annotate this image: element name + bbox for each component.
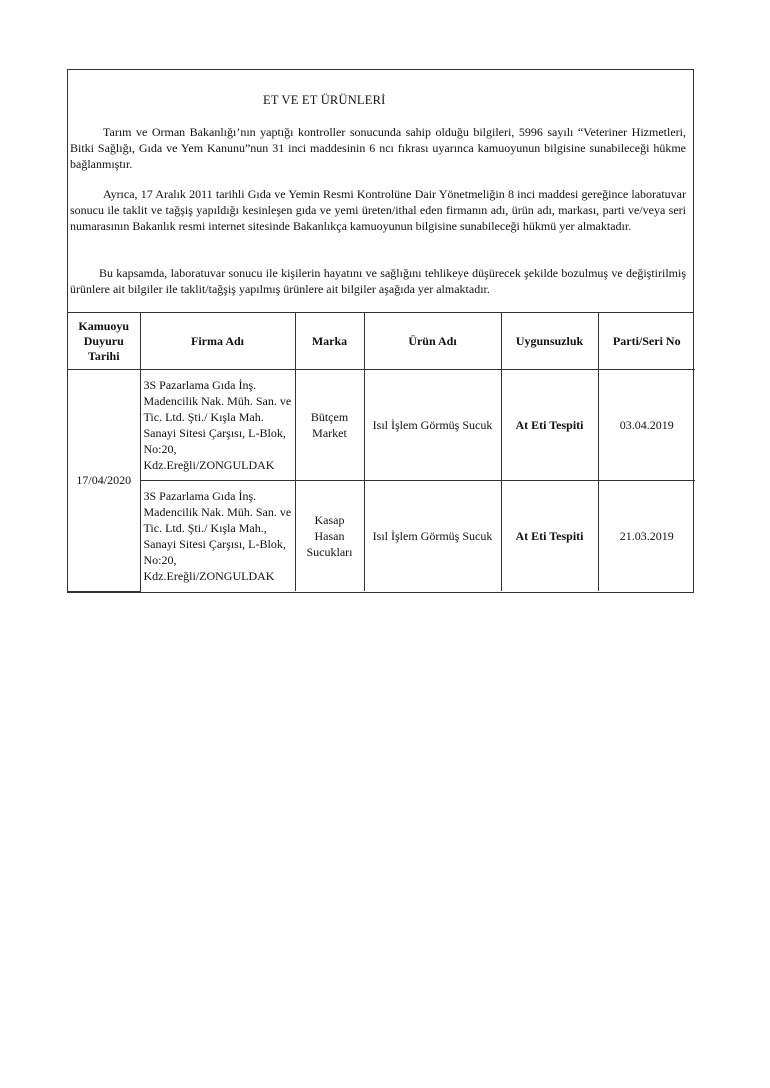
cell-brand: Kasap Hasan Sucukları	[295, 481, 364, 592]
cell-nonconformity: At Eti Tespiti	[501, 481, 598, 592]
table-header-row	[68, 313, 695, 370]
cell-brand: Bütçem Market	[295, 370, 364, 481]
paragraph-regulation: Ayrıca, 17 Aralık 2011 tarihli Gıda ve Yemin Resmi Kontrolüne Dair Yönetmeliğin 8 inci maddesi gereğince laboratuvar sonucu ile taklit ve tağşiş yapıldığı kesinleşen gıda ve yemi üreten/ithal eden firmanın adı, ürün adı, markası, parti ve/veya seri numarasının Bakanlık resmi internet sitesinde Bakanlıkça kamuoyunun bilgisine sunabileceği hükmü yer almaktadır.	[70, 187, 686, 233]
table-row	[68, 370, 695, 481]
cell-product: Isıl İşlem Görmüş Sucuk	[364, 370, 501, 481]
header-date: Kamuoyu Duyuru Tarihi	[68, 313, 140, 370]
header-nonconformity: Uygunsuzluk	[501, 313, 598, 370]
table-row	[68, 481, 695, 592]
cell-firm: 3S Pazarlama Gıda İnş. Madencilik Nak. Müh. San. ve Tic. Ltd. Şti./ Kışla Mah., Sanayi Sitesi Çarşısı, L-Blok, No:20, Kdz.Ereğli/ZONGULDAK	[140, 481, 295, 592]
paragraph-scope: Bu kapsamda, laboratuvar sonucu ile kişilerin hayatını ve sağlığını tehlikeye düşürecek şekilde bozulmuş ve değiştirilmiş ürünlere ait bilgiler ile taklit/tağşiş yapılmış ürünlere ait bilgiler aşağıda yer almaktadır.	[70, 266, 686, 296]
paragraph-legal-basis: Tarım ve Orman Bakanlığı’nın yaptığı kontroller sonucunda sahip olduğu bilgileri, 5996 sayılı “Veteriner Hizmetleri, Bitki Sağlığı, Gıda ve Yem Kanunu”nun 31 inci maddesinin 6 ncı fıkrası uyarınca kamuoyunun bilgisine sunabileceği hükme bağlanmıştır.	[70, 125, 686, 171]
cell-lot: 03.04.2019	[598, 370, 695, 481]
header-brand: Marka	[295, 313, 364, 370]
cell-firm: 3S Pazarlama Gıda İnş. Madencilik Nak. Müh. San. ve Tic. Ltd. Şti./ Kışla Mah. Sanayi Sitesi Çarşısı, L-Blok, No:20, Kdz.Ereğli/ZONGULDAK	[140, 370, 295, 481]
header-lot: Parti/Seri No	[598, 313, 695, 370]
cell-product: Isıl İşlem Görmüş Sucuk	[364, 481, 501, 592]
results-table	[68, 313, 695, 592]
intro-section	[68, 70, 693, 313]
cell-lot: 21.03.2019	[598, 481, 695, 592]
cell-announcement-date: 17/04/2020	[68, 370, 140, 592]
header-firm: Firma Adı	[140, 313, 295, 370]
document-frame	[67, 69, 694, 593]
header-product: Ürün Adı	[364, 313, 501, 370]
cell-nonconformity: At Eti Tespiti	[501, 370, 598, 481]
document-title: ET VE ET ÜRÜNLERİ	[263, 93, 386, 107]
